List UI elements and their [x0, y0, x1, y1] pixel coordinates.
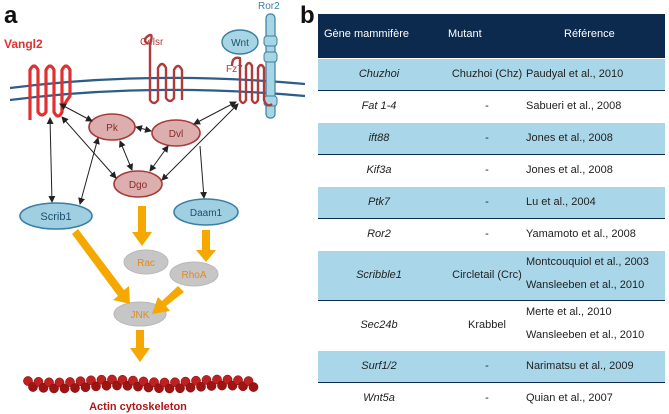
cell-reference: Montcouquiol et al., 2003 — [526, 256, 649, 268]
cell-reference: Yamamoto et al., 2008 — [526, 228, 636, 240]
cell-reference: Sabueri et al., 2008 — [526, 100, 622, 112]
cell-mutant: - — [485, 360, 489, 372]
panel-a-letter: a — [4, 2, 18, 29]
daam1-label: Daam1 — [189, 208, 223, 219]
cell-gene: Sec24b — [360, 319, 398, 331]
cell-mutant: - — [485, 100, 489, 112]
cell-reference: Lu et al., 2004 — [526, 196, 596, 208]
jnk-label: JNK — [130, 310, 150, 321]
cell-mutant: - — [485, 132, 489, 144]
actin-label: Actin cytoskeleton — [89, 401, 187, 413]
header-reference: Référence — [564, 28, 615, 40]
pcp-pathway-diagram — [0, 0, 318, 413]
table-row — [318, 122, 665, 154]
cell-gene: Surf1/2 — [361, 360, 397, 372]
table-row — [318, 250, 665, 300]
cell-mutant: - — [485, 228, 489, 240]
table-row — [318, 154, 665, 186]
cell-mutant: - — [485, 164, 489, 176]
cell-reference: Quian et al., 2007 — [526, 392, 613, 404]
cell-mutant: Circletail (Crc) — [452, 269, 522, 281]
table-row — [318, 186, 665, 218]
cell-mutant: Chuzhoi (Chz) — [451, 68, 523, 80]
table-row — [318, 350, 665, 382]
cell-gene: ift88 — [368, 132, 390, 144]
rhoa-label: RhoA — [181, 270, 207, 281]
cell-gene: Wnt5a — [363, 392, 395, 404]
pk-label: Pk — [106, 123, 118, 134]
cell-reference: Paudyal et al., 2010 — [526, 68, 624, 80]
cell-mutant: Krabbel — [468, 319, 506, 331]
celsr-label: Celsr — [140, 37, 164, 48]
cell-reference: Jones et al., 2008 — [526, 164, 613, 176]
table-row — [318, 90, 665, 122]
wnt-label: Wnt — [231, 38, 249, 49]
vangl2-protein — [30, 66, 70, 120]
cell-gene: Ptk7 — [367, 196, 390, 208]
cell-gene: Fat 1-4 — [361, 100, 397, 112]
table-row — [318, 300, 665, 350]
table-row — [318, 58, 665, 90]
mutant-table — [318, 14, 665, 410]
cell-gene: Scribble1 — [356, 269, 402, 281]
vangl2-label: Vangl2 — [4, 37, 43, 51]
cell-reference: Jones et al., 2008 — [526, 132, 613, 144]
header-gene: Gène mammifère — [324, 28, 409, 40]
header-mutant: Mutant — [448, 28, 482, 40]
panel-b-letter: b — [300, 2, 315, 29]
cell-mutant: - — [485, 196, 489, 208]
scrib1-label: Scrib1 — [40, 211, 72, 223]
actin-bead — [249, 382, 258, 391]
actin-filament — [23, 375, 258, 393]
fz7-label: Fz7 — [226, 64, 243, 75]
cell-reference: Merte et al., 2010 — [526, 306, 612, 318]
cell-reference: Wansleeben et al., 2010 — [526, 329, 645, 341]
dvl-label: Dvl — [168, 129, 184, 140]
table-row — [318, 382, 665, 414]
cell-gene: Chuzhoi — [358, 68, 400, 80]
cell-gene: Kif3a — [366, 164, 392, 176]
cell-reference: Narimatsu et al., 2009 — [526, 360, 634, 372]
dgo-label: Dgo — [128, 180, 148, 191]
cell-gene: Ror2 — [367, 228, 391, 240]
rac-label: Rac — [137, 258, 155, 269]
table-header — [318, 14, 665, 58]
cell-mutant: - — [485, 392, 489, 404]
ror2-label: Ror2 — [258, 1, 280, 12]
cell-reference: Wansleeben et al., 2010 — [526, 279, 645, 291]
table-row — [318, 218, 665, 250]
